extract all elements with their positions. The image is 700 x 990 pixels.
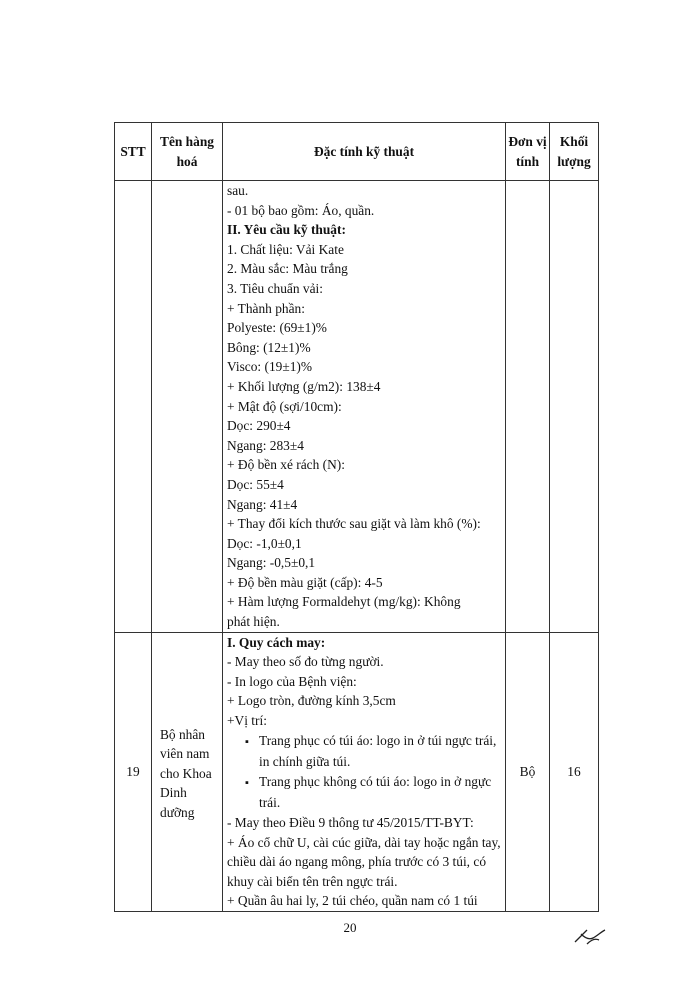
spec-line: Polyeste: (69±1)% (227, 320, 327, 336)
spec-line: + Hàm lượng Formaldehyt (mg/kg): Không (227, 594, 461, 610)
spec-line: - In logo của Bệnh viện: (227, 673, 357, 689)
spec-line: Dọc: 55±4 (227, 476, 284, 492)
spec-line: + Khối lượng (g/m2): 138±4 (227, 378, 381, 394)
spec-line: - May theo số đo từng người. (227, 654, 384, 670)
spec-line: Ngang: -0,5±0,1 (227, 555, 316, 571)
spec-line: Visco: (19±1)% (227, 359, 313, 375)
spec-line: + Độ bền xé rách (N): (227, 457, 345, 473)
cell-stt: 19 (115, 632, 152, 911)
header-quantity: Khối lượng (550, 123, 599, 181)
spec-line: sau. (227, 183, 249, 198)
spec-line: Bông: (12±1)% (227, 339, 311, 355)
spec-line: +Vị trí: (227, 713, 267, 729)
cell-unit-empty (506, 181, 550, 633)
bullet-item: ▪ Trang phục không có túi áo: logo in ở ngực trái. (227, 772, 501, 813)
item-name-line: dưỡng (160, 805, 195, 821)
spec-line: + Quần âu hai ly, 2 túi chéo, quần nam có 1 túi (227, 893, 478, 909)
spec-line: - 01 bộ bao gồm: Áo, quần. (227, 202, 375, 218)
spec-line: + Áo cổ chữ U, cài cúc giữa, dài tay hoặc ngắn tay, chiều dài áo ngang mông, phía trước có 3 túi, có khuy cài biển tên trên ngực trái. (227, 834, 501, 889)
spec-line: Dọc: -1,0±0,1 (227, 535, 302, 551)
spec-line: 3. Tiêu chuẩn vải: (227, 280, 323, 296)
cell-specs-continued (223, 181, 506, 633)
section-title: II. Yêu cầu kỹ thuật: (227, 222, 346, 238)
header-unit: Đơn vị tính (506, 123, 550, 181)
spec-line: + Thay đổi kích thước sau giặt và làm khô (%): (227, 516, 481, 532)
cell-quantity: 16 (550, 632, 599, 911)
spec-line: + Thành phần: (227, 300, 305, 316)
bullet-item: ▪ Trang phục có túi áo: logo in ở túi ngực trái, in chính giữa túi. (227, 731, 501, 772)
header-specs: Đặc tính kỹ thuật (223, 123, 506, 181)
item-name-line: viên nam (160, 746, 210, 762)
table-row-19 (115, 632, 599, 911)
item-name-line: Dinh (160, 785, 187, 801)
spec-line: + Độ bền màu giặt (cấp): 4-5 (227, 574, 383, 590)
spec-table (114, 122, 599, 912)
spec-line: - May theo Điều 9 thông tư 45/2015/TT-BYT: (227, 815, 474, 830)
spec-line: phát hiện. (227, 614, 280, 630)
section-title: I. Quy cách may: (227, 634, 326, 650)
cell-quantity-empty (550, 181, 599, 633)
cell-unit: Bộ (506, 632, 550, 911)
cell-specs-19 (223, 632, 506, 911)
header-item-name: Tên hàng hoá (152, 123, 223, 181)
spec-line: Dọc: 290±4 (227, 418, 291, 434)
spec-line: + Mật độ (sợi/10cm): (227, 398, 342, 414)
cell-name-empty (152, 181, 223, 633)
cell-item-name (152, 632, 223, 911)
page-number: 20 (343, 920, 357, 935)
signature-mark (573, 926, 607, 948)
spec-line: 2. Màu sắc: Màu trắng (227, 261, 348, 277)
spec-line: 1. Chất liệu: Vải Kate (227, 241, 344, 257)
table-row-continued (115, 181, 599, 633)
item-name-line: Bộ nhân (160, 726, 206, 742)
header-stt: STT (115, 123, 152, 181)
spec-line: Ngang: 283±4 (227, 437, 304, 453)
item-name-line: cho Khoa (160, 765, 212, 781)
cell-stt-empty (115, 181, 152, 633)
table-header-row (115, 123, 599, 181)
spec-line: Ngang: 41±4 (227, 496, 298, 512)
spec-line: + Logo tròn, đường kính 3,5cm (227, 693, 396, 709)
